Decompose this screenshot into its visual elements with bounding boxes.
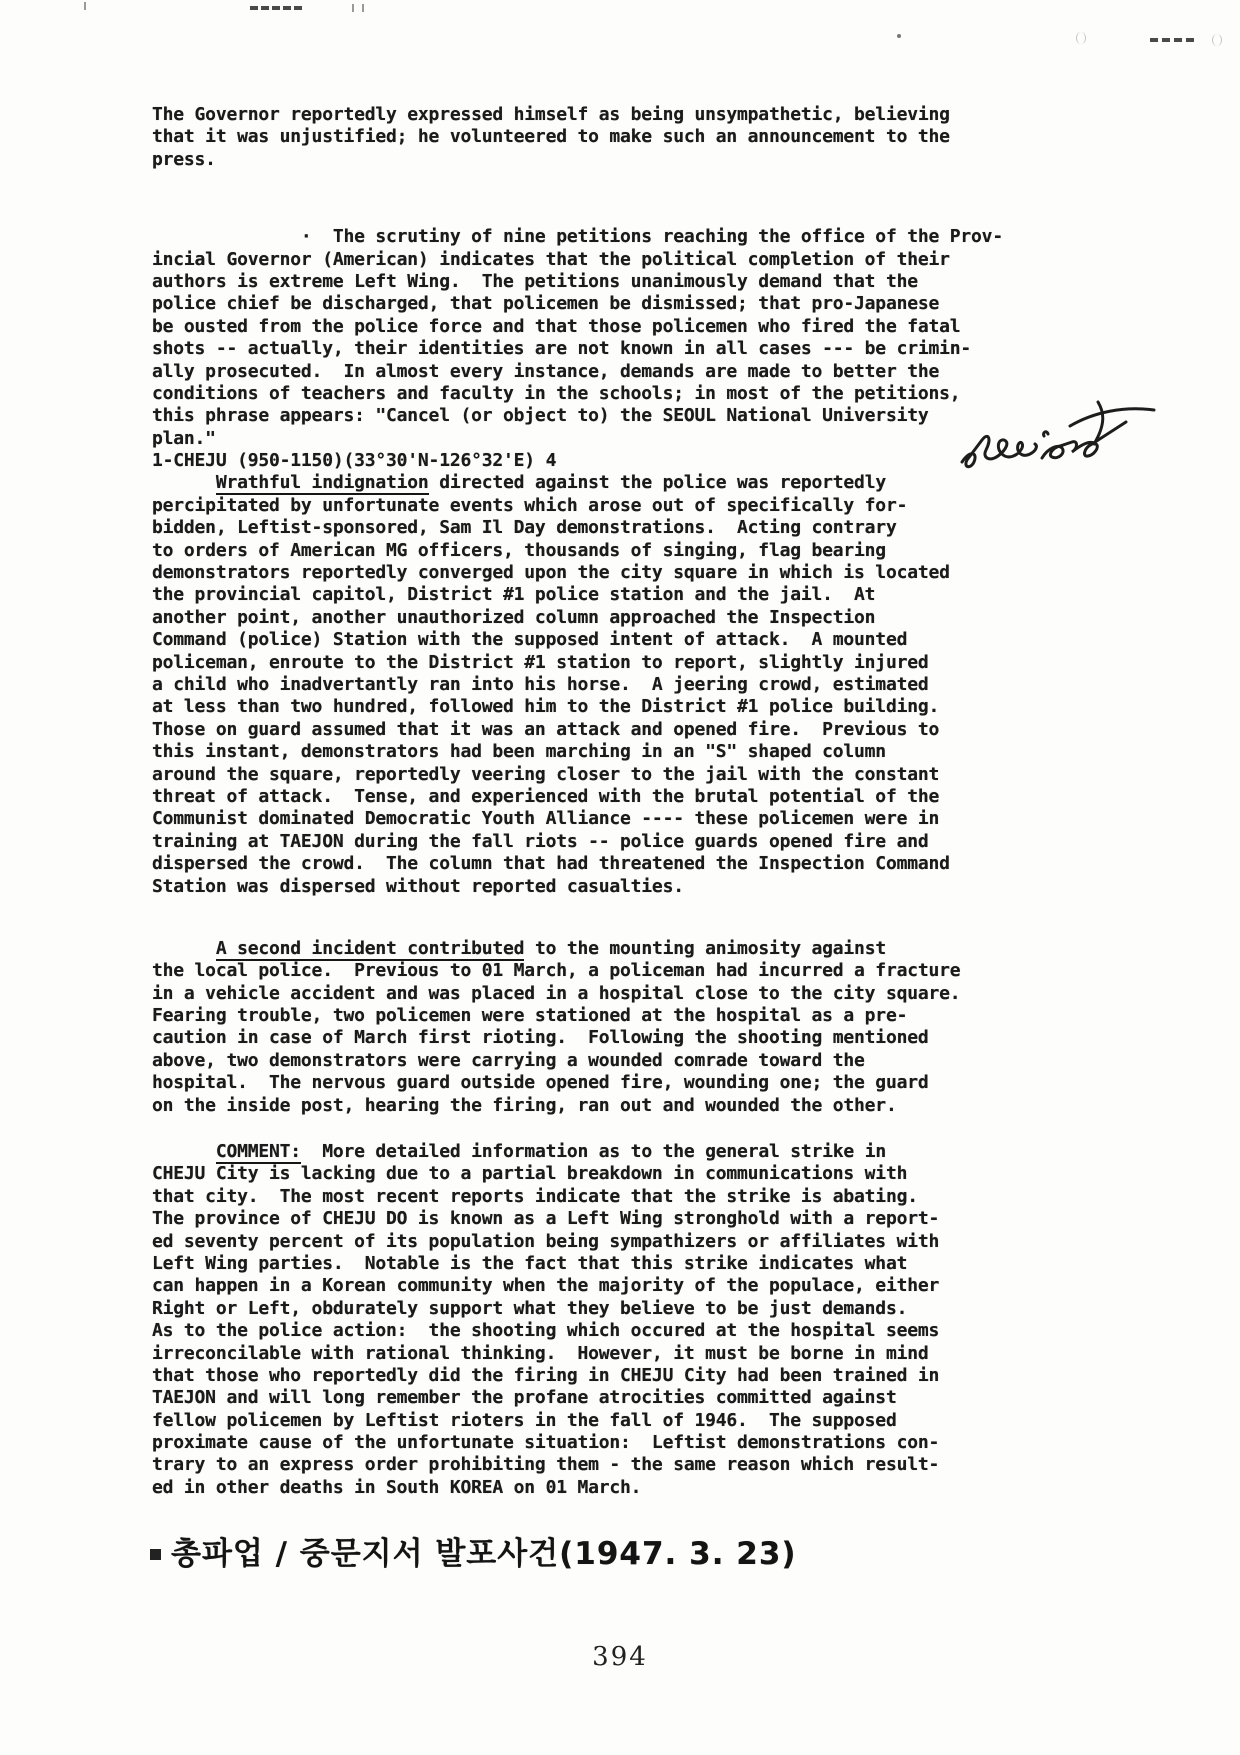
document-line xyxy=(152,361,1052,383)
square-bullet-icon xyxy=(150,1549,161,1560)
text-segment: Left Wing parties. Notable is the fact that this strike indicates what xyxy=(152,1252,908,1274)
text-segment: above, two demonstrators were carrying a wounded comrade toward the xyxy=(152,1049,865,1071)
text-segment: hospital. The nervous guard outside opened fire, wounding one; the guard xyxy=(152,1072,929,1094)
text-segment: that those who reportedly did the firing in CHEJU City had been trained in xyxy=(152,1364,940,1386)
underlined-phrase: COMMENT: xyxy=(215,1141,301,1163)
document-line xyxy=(152,1454,1052,1476)
text-segment: TAEJON and will long remember the profane atrocities committed against xyxy=(152,1387,897,1409)
underlined-phrase: Wrathful indignation xyxy=(215,472,429,494)
document-line xyxy=(152,562,1052,584)
text-segment xyxy=(152,938,216,959)
document-line xyxy=(152,652,1052,674)
document-line xyxy=(152,1298,1052,1320)
text-segment: the provincial capitol, District #1 police station and the jail. At xyxy=(152,584,876,606)
text-segment xyxy=(152,1141,216,1162)
korean-caption xyxy=(150,1528,797,1573)
handwriting-scribble-icon xyxy=(958,400,1158,472)
text-segment: caution in case of March first rioting. Following the shooting mentioned xyxy=(152,1027,929,1049)
document-line xyxy=(152,607,1052,629)
text-segment: ally prosecuted. In almost every instance, demands are made to better the xyxy=(152,360,940,382)
text-segment: The Governor reportedly expressed himself as being unsympathetic, believing xyxy=(152,104,950,125)
text-segment: conditions of teachers and faculty in the schools; in most of the petitions, xyxy=(152,382,961,404)
document-line xyxy=(152,808,1052,830)
scan-artifact xyxy=(250,6,302,10)
paragraph-second-incident xyxy=(152,938,1052,1117)
text-segment: Right or Left, obdurately support what they believe to be just demands. xyxy=(152,1297,908,1319)
document-line xyxy=(152,853,1052,875)
text-segment: that it was unjustified; he volunteered to make such an announcement to the xyxy=(152,126,950,148)
document-line xyxy=(152,249,1052,271)
text-segment: shots -- actually, their identities are not known in all cases --- be crimin- xyxy=(152,338,972,360)
document-line xyxy=(152,428,1052,450)
document-line xyxy=(152,1163,1052,1185)
text-segment: trary to an express order prohibiting them - the same reason which result- xyxy=(152,1454,940,1476)
text-segment: The province of CHEJU DO is known as a Left Wing stronghold with a report- xyxy=(152,1208,940,1230)
text-segment: incial Governor (American) indicates that the political completion of their xyxy=(152,248,950,270)
document-line xyxy=(152,1410,1052,1432)
text-segment: bidden, Leftist-sponsored, Sam Il Day demonstrations. Acting contrary xyxy=(152,517,897,539)
document-line xyxy=(152,1186,1052,1208)
text-segment: policeman, enroute to the District #1 station to report, slightly injured xyxy=(152,651,929,673)
document-line xyxy=(152,1005,1052,1027)
document-line xyxy=(152,450,1052,472)
document-line xyxy=(152,472,1052,494)
text-segment: training at TAEJON during the fall riots -- police guards opened fire and xyxy=(152,830,929,852)
document-line xyxy=(152,629,1052,651)
document-line xyxy=(152,226,1052,248)
text-segment: this instant, demonstrators had been marching in an "S" shaped column xyxy=(152,741,886,763)
document-line xyxy=(152,831,1052,853)
document-line xyxy=(152,149,1052,171)
document-line xyxy=(152,938,1052,960)
text-segment: be ousted from the police force and that those policemen who fired the fatal xyxy=(152,315,961,337)
document-line xyxy=(152,1320,1052,1342)
text-segment: press. xyxy=(152,148,216,170)
text-segment: another point, another unauthorized column approached the Inspection xyxy=(152,606,876,628)
text-segment: 1-CHEJU (950-1150)(33°30'N-126°32'E) 4 xyxy=(152,450,557,472)
document-line xyxy=(152,983,1052,1005)
document-line xyxy=(152,316,1052,338)
document-line xyxy=(152,1477,1052,1499)
paragraph-comment xyxy=(152,1141,1052,1499)
text-segment: that city. The most recent reports indicate that the strike is abating. xyxy=(152,1185,918,1207)
text-segment: this phrase appears: "Cancel (or object to) the SEOUL National University xyxy=(152,405,929,427)
document-line xyxy=(152,1365,1052,1387)
document-line xyxy=(152,1050,1052,1072)
paragraph-petition-scrutiny xyxy=(152,226,1052,450)
document-line xyxy=(152,719,1052,741)
text-segment: demonstrators reportedly converged upon the city square in which is located xyxy=(152,562,950,584)
text-segment: the local police. Previous to 01 March, a policeman had incurred a fracture xyxy=(152,960,961,982)
text-segment: around the square, reportedly veering closer to the jail with the constant xyxy=(152,763,940,785)
text-segment: Communist dominated Democratic Youth Alliance ---- these policemen were in xyxy=(152,808,940,830)
document-line xyxy=(152,540,1052,562)
paragraph-wrathful-indignation xyxy=(152,472,1052,897)
text-segment: Station was dispersed without reported casualties. xyxy=(152,875,684,897)
text-segment: threat of attack. Tense, and experienced with the brutal potential of the xyxy=(152,785,940,807)
document-line xyxy=(152,1432,1052,1454)
document-line xyxy=(152,696,1052,718)
document-line xyxy=(152,1253,1052,1275)
scan-artifact xyxy=(84,2,86,10)
text-segment: dispersed the crowd. The column that had threatened the Inspection Command xyxy=(152,853,950,875)
document-line xyxy=(152,1275,1052,1297)
text-segment: ed in other deaths in South KOREA on 01 March. xyxy=(152,1476,642,1498)
scan-artifact xyxy=(1212,34,1222,46)
text-segment: ed seventy percent of its population being sympathizers or affiliates with xyxy=(152,1230,940,1252)
text-segment: Those on guard assumed that it was an attack and opened fire. Previous to xyxy=(152,718,940,740)
typewritten-text-block xyxy=(152,104,1052,1499)
document-line xyxy=(152,271,1052,293)
document-line xyxy=(152,764,1052,786)
text-segment: As to the police action: the shooting which occured at the hospital seems xyxy=(152,1320,940,1342)
scan-artifact xyxy=(352,4,354,12)
document-line xyxy=(152,741,1052,763)
scan-artifact xyxy=(1150,38,1194,42)
text-segment: police chief be discharged, that policemen be dismissed; that pro-Japanese xyxy=(152,293,940,315)
text-segment: on the inside post, hearing the firing, ran out and wounded the other. xyxy=(152,1094,897,1116)
text-segment: to the mounting animosity against xyxy=(524,937,886,959)
document-line xyxy=(152,1072,1052,1094)
document-line xyxy=(152,338,1052,360)
document-line xyxy=(152,293,1052,315)
document-line xyxy=(152,960,1052,982)
location-reference-line xyxy=(152,450,1052,472)
scan-artifact xyxy=(362,4,364,12)
text-segment: authors is extreme Left Wing. The petitions unanimously demand that the xyxy=(152,270,918,292)
document-line xyxy=(152,1208,1052,1230)
text-segment: directed against the police was reportedly xyxy=(428,472,886,494)
text-segment: proximate cause of the unfortunate situation: Leftist demonstrations con- xyxy=(152,1432,940,1454)
text-segment: Command (police) Station with the supposed intent of attack. A mounted xyxy=(152,629,908,651)
text-segment: More detailed information as to the general strike in xyxy=(300,1141,886,1163)
text-segment: plan." xyxy=(152,427,216,449)
document-line xyxy=(152,786,1052,808)
text-segment: percipitated by unfortunate events which arose out of specifically for- xyxy=(152,494,908,516)
paragraph-governor-statement xyxy=(152,104,1052,171)
page-number: 394 xyxy=(592,1642,648,1672)
handwritten-annotation xyxy=(958,400,1158,472)
document-line xyxy=(152,1231,1052,1253)
text-segment: can happen in a Korean community when the majority of the populace, either xyxy=(152,1275,940,1297)
document-line xyxy=(152,495,1052,517)
document-line xyxy=(152,1141,1052,1163)
document-line xyxy=(152,383,1052,405)
text-segment: irreconcilable with rational thinking. However, it must be borne in mind xyxy=(152,1342,929,1364)
scan-artifact xyxy=(1076,32,1086,44)
document-line xyxy=(152,104,1052,126)
document-line xyxy=(152,584,1052,606)
document-line xyxy=(152,1095,1052,1117)
text-segment: to orders of American MG officers, thousands of singing, flag bearing xyxy=(152,539,886,561)
document-line xyxy=(152,1343,1052,1365)
text-segment xyxy=(152,472,216,493)
text-segment: · The scrutiny of nine petitions reaching the office of the Prov- xyxy=(152,226,1003,248)
document-line xyxy=(152,876,1052,898)
document-line xyxy=(152,405,1052,427)
document-line xyxy=(152,126,1052,148)
document-line xyxy=(152,1387,1052,1409)
text-segment: at less than two hundred, followed him to the District #1 police building. xyxy=(152,696,940,718)
korean-caption-text: 총파업 / 중문지서 발포사건(1947. 3. 23) xyxy=(171,1536,797,1572)
text-segment: CHEJU City is lacking due to a partial breakdown in communications with xyxy=(152,1163,908,1185)
text-segment: fellow policemen by Leftist rioters in the fall of 1946. The supposed xyxy=(152,1409,897,1431)
document-line xyxy=(152,674,1052,696)
underlined-phrase: A second incident contributed xyxy=(215,937,525,959)
text-segment: a child who inadvertantly ran into his horse. A jeering crowd, estimated xyxy=(152,673,929,695)
document-line xyxy=(152,517,1052,539)
scan-artifact xyxy=(897,34,901,38)
text-segment: in a vehicle accident and was placed in a hospital close to the city square. xyxy=(152,982,961,1004)
text-segment: Fearing trouble, two policemen were stationed at the hospital as a pre- xyxy=(152,1005,908,1027)
document-line xyxy=(152,1027,1052,1049)
